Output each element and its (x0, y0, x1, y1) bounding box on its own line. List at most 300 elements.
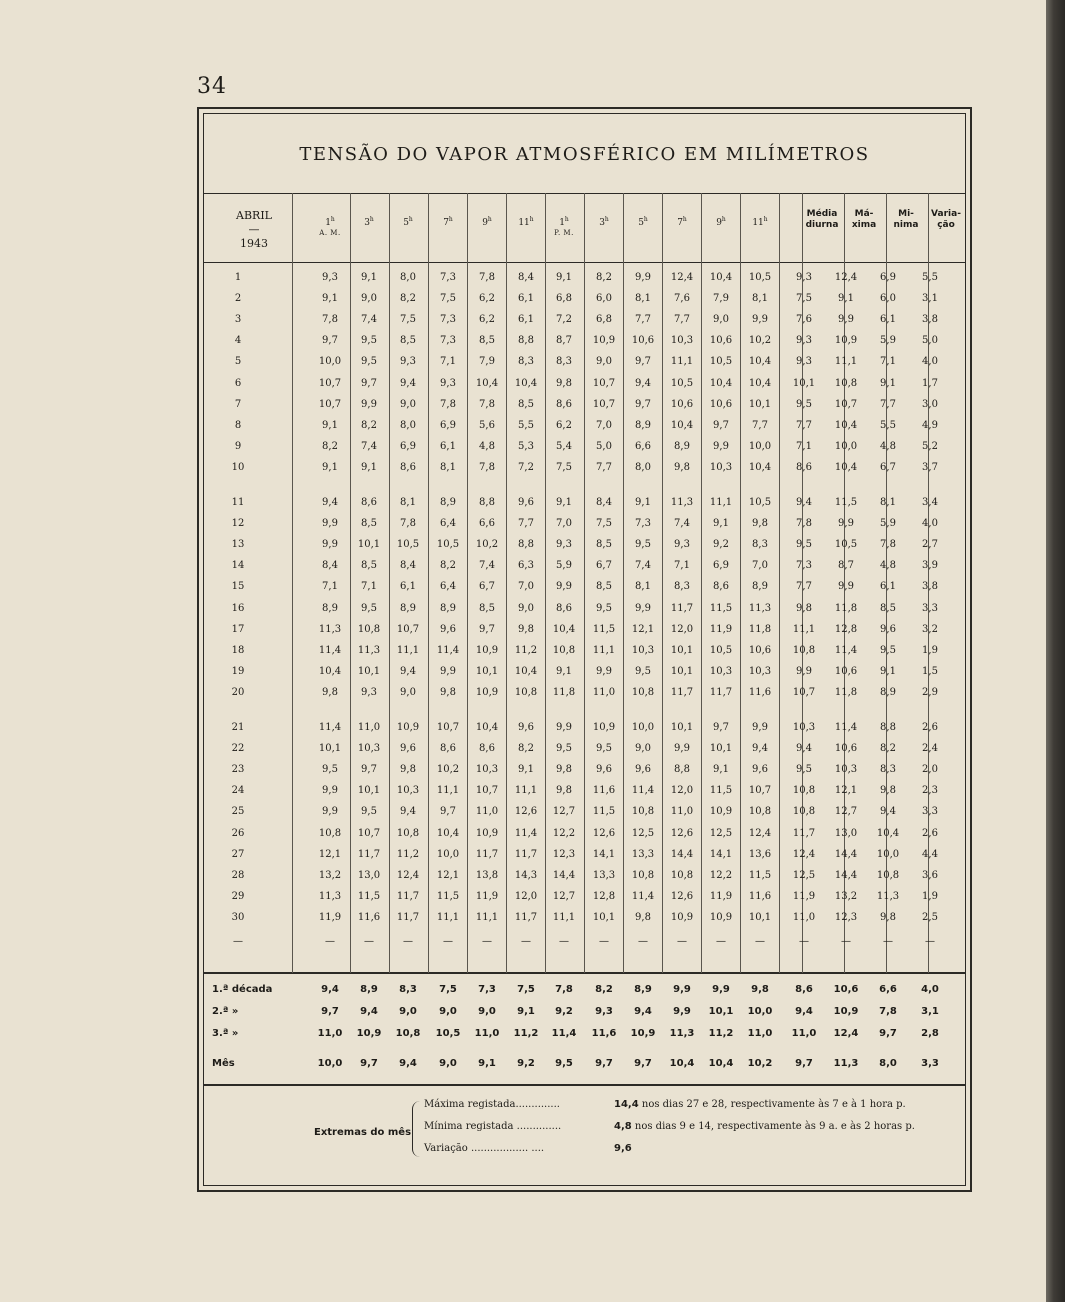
value-cell: 2,6 (922, 722, 938, 733)
value-cell: 9,0 (635, 743, 651, 755)
value-cell: 8,2 (322, 440, 338, 452)
value-cell: 10,7 (436, 722, 460, 733)
value-cell: 9,1 (713, 518, 729, 530)
value-cell: 12,1 (436, 869, 460, 881)
value-cell: 8,8 (518, 539, 534, 551)
dash-cell: — (599, 936, 609, 947)
summary-value-cell: 2,8 (921, 1028, 939, 1039)
value-cell: 11,6 (357, 911, 381, 923)
value-cell: 10,0 (834, 440, 858, 452)
value-cell: 5,5 (922, 272, 938, 283)
summary-value-cell: 9,7 (595, 1058, 613, 1069)
header-maxima-line1: Má- (854, 209, 874, 219)
header-hour-ampm: P. M. (554, 229, 574, 237)
extreme-max-dots: .............. (515, 1099, 560, 1110)
value-cell: 9,3 (796, 272, 812, 283)
value-cell: 6,7 (596, 560, 612, 572)
value-cell: 8,5 (479, 335, 495, 347)
table-row (204, 801, 965, 822)
value-cell: 12,8 (834, 623, 858, 635)
value-cell: 9,1 (556, 497, 572, 508)
summary-label: 3.ª » (212, 1028, 239, 1039)
summary-value-cell: 11,3 (669, 1028, 695, 1039)
value-cell: 8,9 (440, 602, 456, 614)
value-cell: 10,2 (436, 764, 460, 776)
value-cell: 11,3 (670, 497, 694, 508)
value-cell: 4,8 (880, 440, 896, 452)
header-hour-sup: h (529, 216, 534, 223)
extreme-max-number: 14,4 (614, 1099, 639, 1110)
value-cell: 8,6 (400, 461, 416, 473)
summary-label: 1.ª década (212, 984, 273, 995)
header-hour-2 (351, 215, 387, 228)
header-media-diurna (802, 209, 842, 231)
header-hour-3 (390, 215, 426, 228)
value-cell: 10,7 (748, 785, 772, 797)
value-cell: 5,9 (880, 518, 896, 530)
value-cell: 6,9 (400, 440, 416, 452)
table-row (204, 267, 965, 288)
table-frame (197, 107, 972, 1192)
value-cell: 5,0 (922, 335, 938, 347)
value-cell: 9,3 (796, 335, 812, 347)
value-cell: 9,0 (518, 602, 534, 614)
value-cell: 11,7 (670, 686, 694, 698)
value-cell: 7,7 (674, 314, 690, 326)
value-cell: 8,6 (440, 743, 456, 755)
value-cell: 7,8 (880, 539, 896, 551)
value-cell: 10,8 (396, 827, 420, 839)
header-hour-sup: h (682, 216, 687, 223)
dash-cell: — (677, 936, 687, 947)
summary-value-cell: 8,0 (879, 1058, 897, 1069)
summary-value-cell: 10,9 (630, 1028, 656, 1039)
header-hour-number: 5 (403, 218, 409, 228)
value-cell: 9,7 (713, 722, 729, 733)
header-hour-number: 1 (325, 218, 331, 228)
header-hour-sup: h (763, 216, 768, 223)
day-cell: 12 (231, 518, 245, 530)
value-cell: 7,8 (479, 272, 495, 283)
value-cell: 11,7 (709, 686, 733, 698)
value-cell: 8,5 (880, 602, 896, 614)
extremes-label: Extremas do mês (314, 1127, 412, 1138)
value-cell: 10,1 (670, 644, 694, 656)
summary-value-cell: 10,1 (708, 1006, 734, 1017)
value-cell: 11,5 (709, 602, 733, 614)
summary-value-cell: 10,2 (747, 1058, 773, 1069)
header-hour-number: 11 (752, 218, 764, 228)
value-cell: 12,0 (670, 785, 694, 797)
value-cell: 8,2 (518, 743, 534, 755)
value-cell: 8,5 (361, 560, 377, 572)
value-cell: 9,1 (322, 419, 338, 431)
value-cell: 10,9 (475, 686, 499, 698)
value-cell: 2,9 (922, 686, 938, 698)
value-cell: 8,2 (440, 560, 456, 572)
value-cell: 8,5 (596, 539, 612, 551)
table-row (204, 640, 965, 661)
table-row (204, 598, 965, 619)
summary-value-cell: 9,5 (555, 1058, 573, 1069)
value-cell: 10,0 (436, 848, 460, 860)
value-cell: 10,2 (748, 335, 772, 347)
extreme-max-name: Máxima registada (424, 1099, 516, 1110)
value-cell: 10,3 (357, 743, 381, 755)
value-cell: 11,9 (318, 911, 342, 923)
value-cell: 9,7 (635, 398, 651, 410)
extreme-max-value (614, 1099, 906, 1110)
value-cell: 9,9 (322, 806, 338, 818)
value-cell: 9,2 (713, 539, 729, 551)
value-cell: 3,2 (922, 623, 938, 635)
value-cell: 12,1 (834, 785, 858, 797)
value-cell: 5,2 (922, 440, 938, 452)
table-frame-inner (203, 113, 966, 1186)
value-cell: 7,7 (596, 461, 612, 473)
header-hour-sup: h (487, 216, 492, 223)
value-cell: 10,1 (670, 665, 694, 677)
value-cell: 3,4 (922, 497, 938, 508)
value-cell: 8,0 (400, 419, 416, 431)
summary-value-cell: 7,8 (555, 984, 573, 995)
value-cell: 9,9 (838, 314, 854, 326)
value-cell: 12,6 (670, 827, 694, 839)
value-cell: 11,3 (357, 644, 381, 656)
value-cell: 5,5 (880, 419, 896, 431)
day-cell: 5 (234, 356, 242, 368)
value-cell: 4,0 (922, 518, 938, 530)
value-cell: 11,0 (592, 686, 616, 698)
value-cell: 9,4 (322, 497, 338, 508)
value-cell: 9,1 (556, 665, 572, 677)
value-cell: 12,6 (514, 806, 538, 818)
value-cell: 7,0 (518, 581, 534, 593)
value-cell: 10,4 (834, 461, 858, 473)
value-cell: 12,3 (834, 911, 858, 923)
value-cell: 11,1 (436, 785, 460, 797)
header-hour-sup: h (448, 216, 453, 223)
value-cell: 10,9 (592, 722, 616, 733)
extremes-block (204, 1099, 965, 1169)
value-cell: 9,9 (635, 272, 651, 283)
value-cell: 10,8 (631, 686, 655, 698)
header-hour-sup: h (643, 216, 648, 223)
header-hour-10 (664, 215, 700, 228)
value-cell: 9,3 (556, 539, 572, 551)
value-cell: 9,9 (674, 743, 690, 755)
summary-value-cell: 9,7 (879, 1028, 897, 1039)
header-minima-line1: Mi- (898, 209, 914, 219)
value-cell: 9,5 (361, 806, 377, 818)
value-cell: 11,4 (436, 644, 460, 656)
value-cell: 12,7 (552, 890, 576, 902)
value-cell: 10,4 (709, 377, 733, 389)
table-row (204, 682, 965, 703)
value-cell: 4,9 (922, 419, 938, 431)
day-cell: 22 (231, 743, 245, 755)
value-cell: 11,9 (475, 890, 499, 902)
value-cell: 9,9 (322, 539, 338, 551)
value-cell: 8,5 (400, 335, 416, 347)
header-hour-number: 3 (599, 218, 605, 228)
table-row (204, 534, 965, 555)
value-cell: 13,8 (475, 869, 499, 881)
summary-label: Mês (212, 1058, 235, 1069)
value-cell: 11,7 (670, 602, 694, 614)
value-cell: 10,2 (475, 539, 499, 551)
summary-value-cell: 11,4 (551, 1028, 577, 1039)
value-cell: 10,8 (792, 644, 816, 656)
value-cell: 7,4 (361, 314, 377, 326)
value-cell: 9,7 (361, 764, 377, 776)
value-cell: 7,7 (796, 419, 812, 431)
value-cell: 1,9 (922, 890, 938, 902)
value-cell: 7,5 (556, 461, 572, 473)
value-cell: 10,7 (792, 686, 816, 698)
header-hour-sup: h (369, 216, 374, 223)
value-cell: 11,0 (357, 722, 381, 733)
value-cell: 11,1 (592, 644, 616, 656)
extreme-min-name: Mínima registada (424, 1121, 514, 1132)
value-cell: 10,4 (475, 377, 499, 389)
header-hour-number: 1 (559, 218, 565, 228)
value-cell: 10,4 (514, 377, 538, 389)
value-cell: 11,5 (592, 806, 616, 818)
value-cell: 8,5 (518, 398, 534, 410)
value-cell: 7,5 (596, 518, 612, 530)
value-cell: 12,5 (792, 869, 816, 881)
summary-value-cell: 11,2 (708, 1028, 734, 1039)
header-minima-line2: nima (893, 220, 919, 230)
day-cell: 6 (234, 377, 242, 389)
summary-value-cell: 9,1 (478, 1058, 496, 1069)
value-cell: 9,4 (796, 497, 812, 508)
value-cell: 2,5 (922, 911, 938, 923)
value-cell: 10,0 (631, 722, 655, 733)
value-cell: 10,3 (709, 461, 733, 473)
value-cell: 12,2 (709, 869, 733, 881)
header-hour-sup: h (721, 216, 726, 223)
value-cell: 10,7 (318, 398, 342, 410)
value-cell: 10,8 (748, 806, 772, 818)
value-cell: 9,5 (361, 602, 377, 614)
summary-value-cell: 8,3 (399, 984, 417, 995)
value-cell: 14,1 (592, 848, 616, 860)
dash-cell: — (325, 936, 335, 947)
table-row (204, 717, 965, 738)
header-variacao (928, 209, 964, 231)
value-cell: 12,0 (514, 890, 538, 902)
table-row (204, 457, 965, 478)
value-cell: 6,1 (880, 581, 896, 593)
value-cell: 7,1 (322, 581, 338, 593)
value-cell: 9,6 (880, 623, 896, 635)
value-cell: 10,3 (834, 764, 858, 776)
value-cell: 9,8 (674, 461, 690, 473)
value-cell: 11,4 (514, 827, 538, 839)
value-cell: 8,4 (518, 272, 534, 283)
summary-value-cell: 10,0 (317, 1058, 343, 1069)
value-cell: 9,7 (440, 806, 456, 818)
value-cell: 11,5 (592, 623, 616, 635)
value-cell: 9,9 (596, 665, 612, 677)
summary-value-cell: 9,0 (439, 1058, 457, 1069)
value-cell: 10,5 (748, 272, 772, 283)
value-cell: 9,8 (518, 623, 534, 635)
summary-value-cell: 9,9 (673, 1006, 691, 1017)
value-cell: 9,7 (361, 377, 377, 389)
value-cell: 7,8 (479, 461, 495, 473)
day-cell: 23 (231, 764, 245, 776)
value-cell: 10,7 (475, 785, 499, 797)
value-cell: 7,7 (880, 398, 896, 410)
value-cell: 10,5 (436, 539, 460, 551)
value-cell: 10,4 (670, 419, 694, 431)
value-cell: 9,1 (880, 377, 896, 389)
value-cell: 9,8 (556, 377, 572, 389)
summary-value-cell: 10,4 (669, 1058, 695, 1069)
value-cell: 9,5 (796, 764, 812, 776)
value-cell: 9,1 (713, 764, 729, 776)
value-cell: 8,1 (400, 497, 416, 508)
value-cell: 7,1 (796, 440, 812, 452)
dash-cell: — (799, 936, 809, 947)
value-cell: 10,7 (592, 398, 616, 410)
value-cell: 10,3 (709, 665, 733, 677)
value-cell: 10,4 (748, 377, 772, 389)
value-cell: 8,9 (322, 602, 338, 614)
value-cell: 10,4 (514, 665, 538, 677)
summary-value-cell: 10,9 (833, 1006, 859, 1017)
table-row (204, 759, 965, 780)
value-cell: 12,4 (792, 848, 816, 860)
value-cell: 9,9 (752, 722, 768, 733)
value-cell: 6,8 (596, 314, 612, 326)
table-row (204, 619, 965, 640)
value-cell: 9,0 (400, 398, 416, 410)
value-cell: 8,4 (322, 560, 338, 572)
value-cell: 9,9 (838, 518, 854, 530)
value-cell: 8,9 (752, 581, 768, 593)
summary-value-cell: 9,7 (634, 1058, 652, 1069)
value-cell: 9,3 (400, 356, 416, 368)
header-hour-number: 5 (638, 218, 644, 228)
header-maxima-line2: xima (851, 220, 877, 230)
extreme-min-line (424, 1121, 561, 1132)
value-cell: 4,8 (479, 440, 495, 452)
value-cell: 9,1 (361, 272, 377, 283)
value-cell: 12,4 (834, 272, 858, 283)
value-cell: 10,5 (396, 539, 420, 551)
table-row (204, 288, 965, 309)
value-cell: 8,2 (596, 272, 612, 283)
value-cell: 8,0 (635, 461, 651, 473)
footer-rule (204, 1084, 965, 1086)
table-row (204, 576, 965, 597)
day-cell: 2 (234, 293, 242, 305)
value-cell: 10,4 (876, 827, 900, 839)
value-cell: 3,8 (922, 314, 938, 326)
value-cell: 1,7 (922, 377, 938, 389)
value-cell: 11,4 (631, 785, 655, 797)
value-cell: 9,3 (440, 377, 456, 389)
value-cell: 9,6 (518, 722, 534, 733)
summary-row (204, 1054, 965, 1076)
day-cell: 24 (231, 785, 245, 797)
brace (412, 1101, 423, 1157)
extreme-min-value (614, 1121, 915, 1132)
value-cell: 10,7 (318, 377, 342, 389)
value-cell: 11,0 (670, 806, 694, 818)
value-cell: 13,0 (357, 869, 381, 881)
value-cell: 6,9 (440, 419, 456, 431)
day-cell: 14 (231, 560, 245, 572)
value-cell: 7,3 (635, 518, 651, 530)
value-cell: 10,8 (670, 869, 694, 881)
table-row (204, 309, 965, 330)
value-cell: 7,7 (518, 518, 534, 530)
value-cell: 6,2 (479, 293, 495, 305)
summary-value-cell: 7,3 (478, 984, 496, 995)
value-cell: 11,4 (631, 890, 655, 902)
dash-cell: — (364, 936, 374, 947)
summary-value-cell: 9,7 (321, 1006, 339, 1017)
summary-value-cell: 9,3 (595, 1006, 613, 1017)
table-row (204, 513, 965, 534)
value-cell: 11,5 (709, 785, 733, 797)
value-cell: 9,8 (440, 686, 456, 698)
header-hour-number: 3 (364, 218, 370, 228)
value-cell: 3,6 (922, 869, 938, 881)
value-cell: 5,0 (596, 440, 612, 452)
header-hour-number: 11 (518, 218, 530, 228)
value-cell: 11,1 (396, 644, 420, 656)
value-cell: 10,9 (834, 335, 858, 347)
header-hour-11 (703, 215, 739, 228)
extreme-min-dots: .............. (516, 1121, 562, 1132)
value-cell: 10,7 (357, 827, 381, 839)
value-cell: 11,1 (475, 911, 499, 923)
value-cell: 13,2 (318, 869, 342, 881)
value-cell: 10,6 (834, 743, 858, 755)
day-cell: 1 (234, 272, 242, 283)
value-cell: 6,4 (440, 581, 456, 593)
summary-value-cell: 8,2 (595, 984, 613, 995)
summary-label: 2.ª » (212, 1006, 239, 1017)
dash-cell: — (559, 936, 569, 947)
header-hour-number: 7 (677, 218, 683, 228)
summary-value-cell: 9,9 (712, 984, 730, 995)
value-cell: 14,4 (552, 869, 576, 881)
value-cell: 9,3 (796, 356, 812, 368)
summary-value-cell: 9,4 (360, 1006, 378, 1017)
value-cell: 6,3 (518, 560, 534, 572)
value-cell: 11,1 (834, 356, 858, 368)
value-cell: 10,8 (876, 869, 900, 881)
value-cell: 10,8 (792, 806, 816, 818)
value-cell: 10,4 (834, 419, 858, 431)
dash-cell: — (521, 936, 531, 947)
value-cell: 10,9 (670, 911, 694, 923)
value-cell: 9,6 (518, 497, 534, 508)
value-cell: 11,3 (318, 623, 342, 635)
value-cell: 8,8 (518, 335, 534, 347)
value-cell: 10,9 (475, 827, 499, 839)
day-cell: 7 (234, 398, 242, 410)
value-cell: 10,8 (318, 827, 342, 839)
extreme-var-number: 9,6 (614, 1143, 632, 1154)
